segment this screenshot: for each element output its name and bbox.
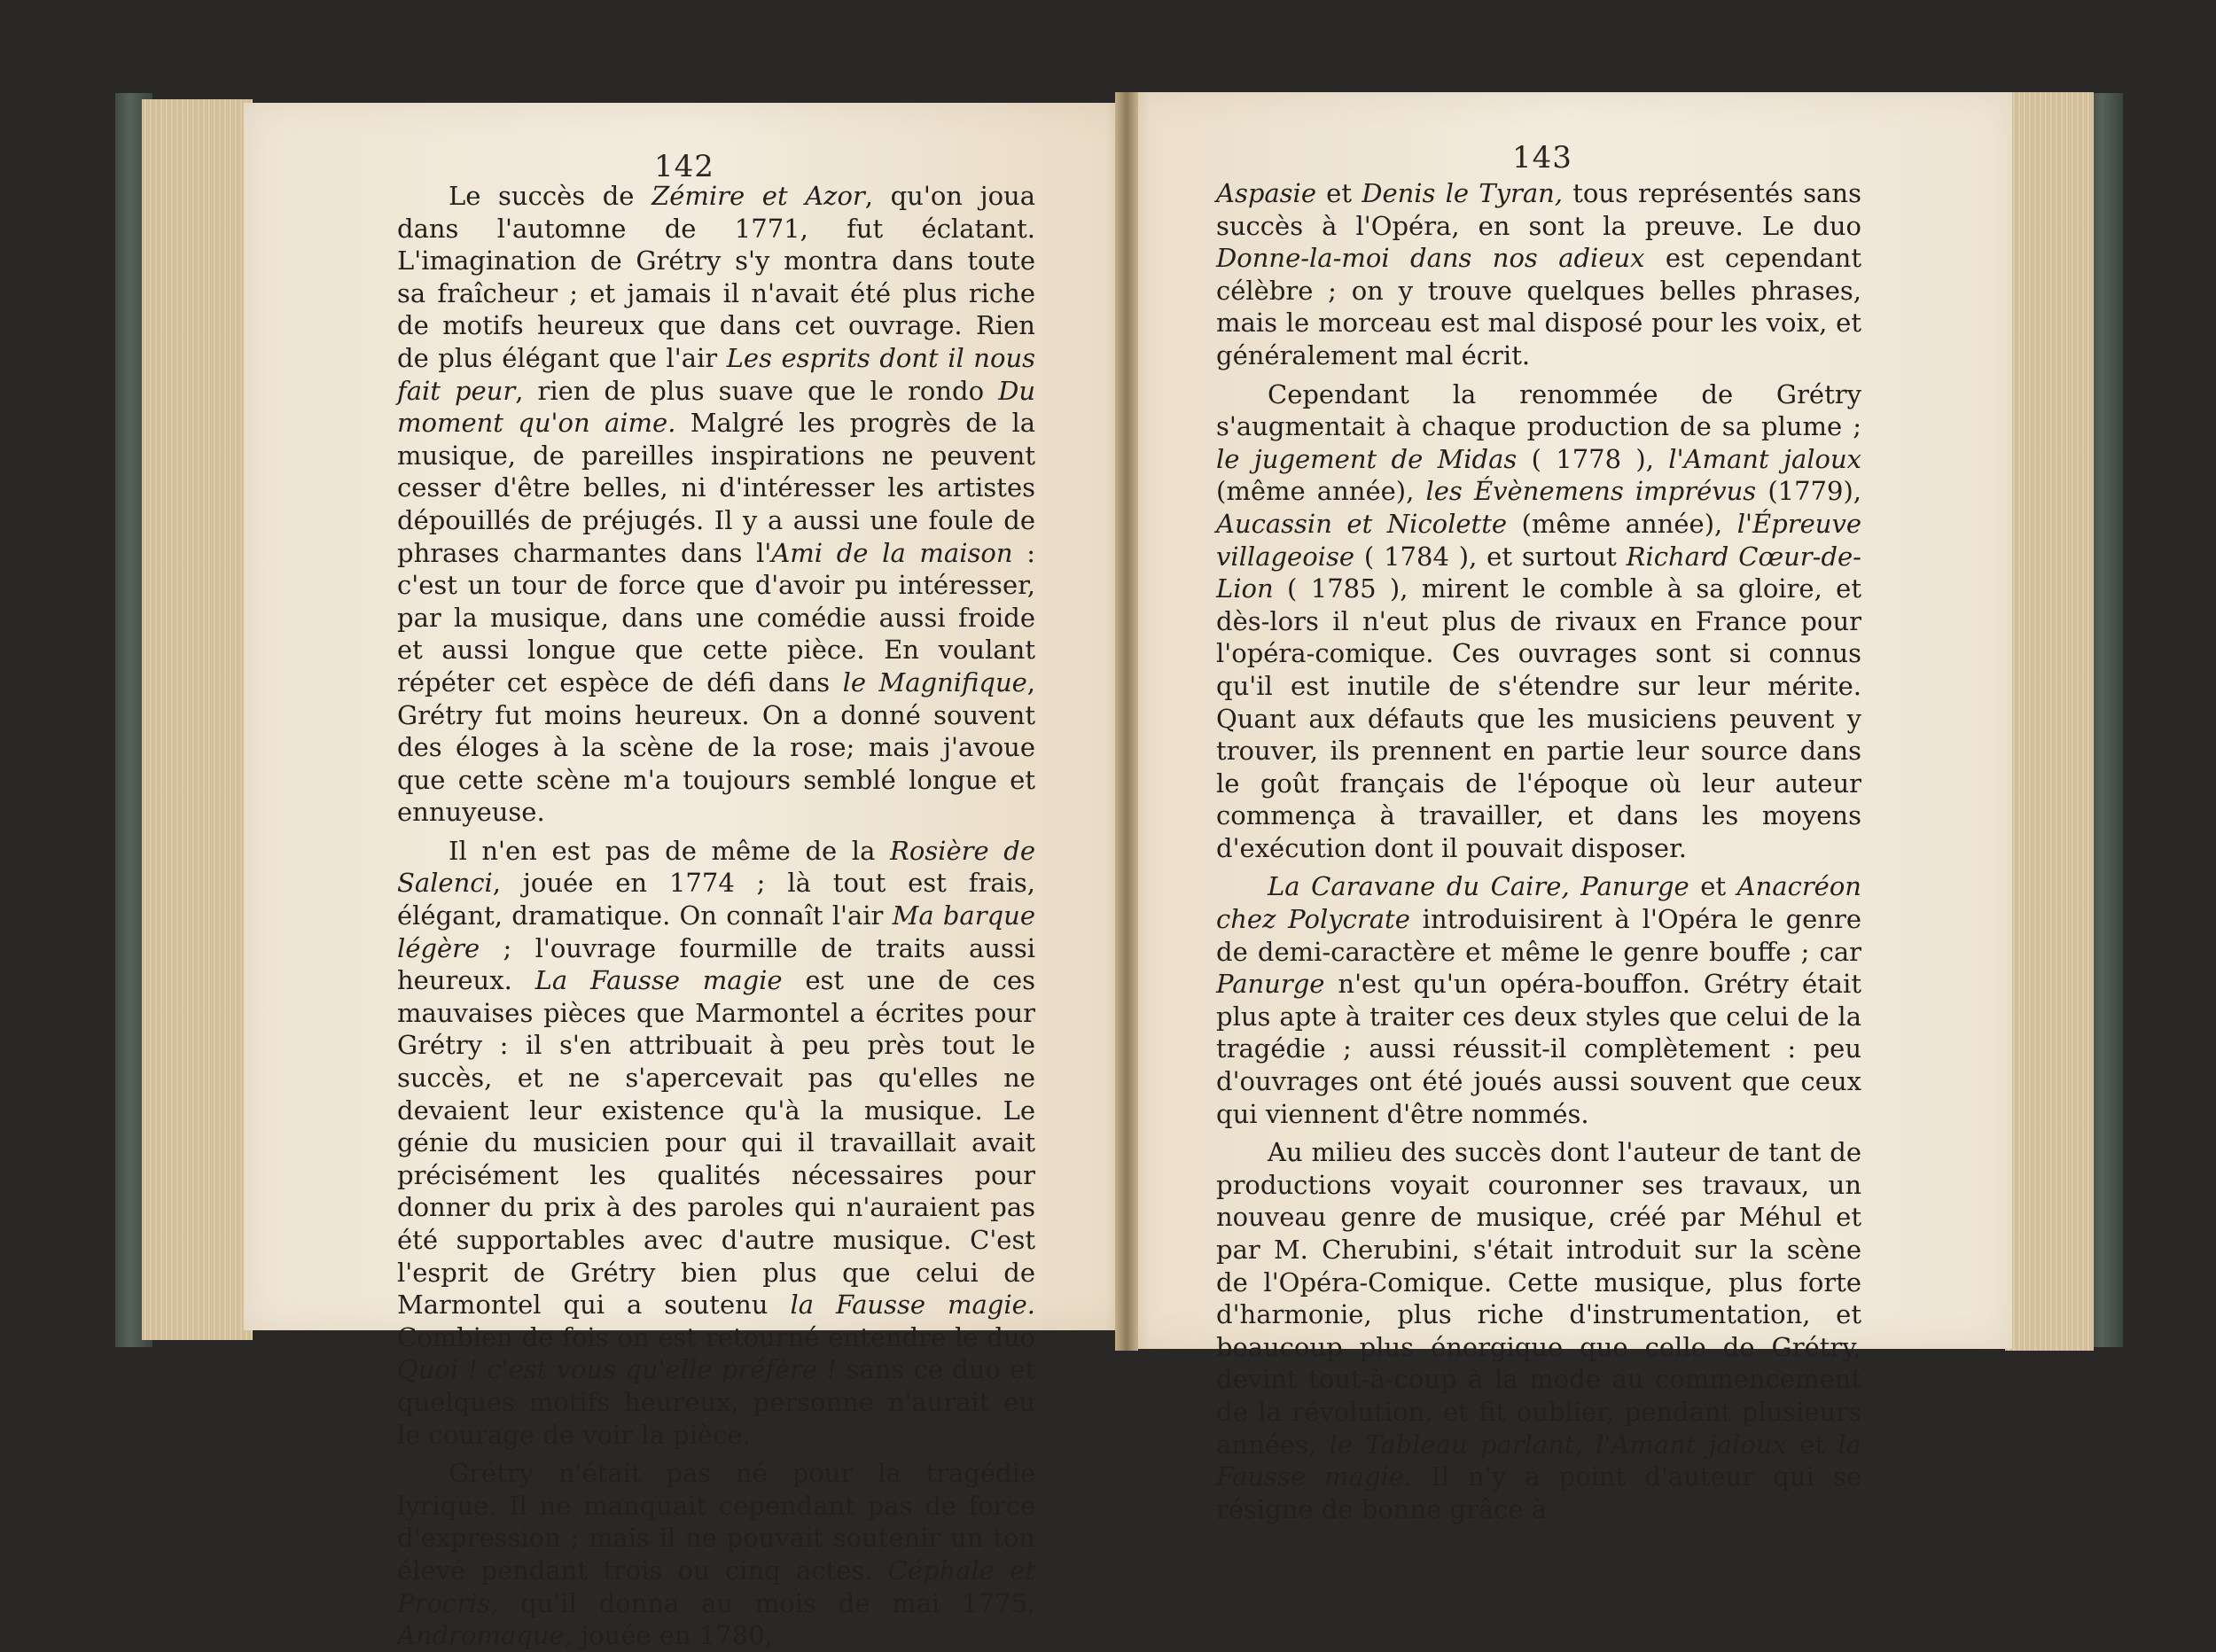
italic-title-run: Zémire et Azor: [652, 181, 865, 211]
italic-title-run: Ami de la maison: [771, 537, 1013, 568]
italic-title-run: les Évènemens imprévus: [1425, 476, 1757, 507]
text-run: (même année),: [1216, 476, 1426, 507]
italic-title-run: Ma barque légère: [397, 900, 1035, 963]
text-run: et: [1316, 178, 1362, 208]
text-run: est une de ces mauvaises pièces que Marmontel a écrites pour Grétry : il s'en attribuait à peu près tout le succès, et ne s'apercevait pas qu'elles ne devaient leur existence qu'à la musique. Le génie du musicien pour qui il travaillait avait précisément les qualités nécessaires pour donner du prix à des paroles qui n'auraient pas été supportables avec d'autre musique. C'est l'esprit de Grétry bien plus que celui de Marmontel qui a soutenu: [397, 965, 1035, 1321]
text-run: ; l'ouvrage fourmille de traits aussi heureux.: [397, 932, 1035, 996]
italic-title-run: le Tableau parlant, l'Amant jaloux: [1329, 1429, 1787, 1460]
page-block-right: [2005, 92, 2094, 1351]
italic-title-run: le jugement de Midas: [1216, 443, 1518, 474]
italic-title-run: Les esprits dont il nous fait peur: [397, 342, 1036, 406]
text-run: Combien de fois on est retourné entendre le duo: [397, 1321, 1035, 1352]
text-run: : c'est un tour de force que d'avoir pu intéresser, par la musique, dans une comédie aussi froide et aussi longue que cette pièce. En voulant répéter cet espèce de défi dans: [397, 537, 1036, 697]
italic-title-run: Donne-la-moi dans nos adieux: [1216, 243, 1645, 274]
text-run: ( 1785 ), mirent le comble à sa gloire, et dès-lors il n'eut plus de rivaux en France pour l'opéra-comique. Ces ouvrages sont si connus qu'il est inutile de s'étendre sur leur mérite. Quant aux défauts que les musiciens peuvent y trouver, ils prennent en partie leur source dans le goût français de l'époque où leur auteur commença à travailler, et dans les moyens d'exécution dont il pouvait disposer.: [1216, 573, 1861, 863]
italic-title-run: Aucassin et Nicolette: [1216, 508, 1508, 539]
text-run: Il n'y a point d'auteur qui se résigne de bonne grâce à: [1216, 1461, 1861, 1524]
text-run: Cependant la renommée de Grétry s'augmentait à chaque production de sa plume ;: [1216, 378, 1861, 442]
text-run: , rien de plus suave que le rondo: [515, 375, 999, 406]
paragraph: [397, 835, 1035, 1451]
paragraph: [1216, 177, 1861, 372]
italic-title-run: Aspasie: [1216, 178, 1316, 208]
text-run: jouée en 1780,: [572, 1620, 773, 1651]
italic-title-run: la Fausse magie.: [1216, 1429, 1861, 1492]
italic-title-run: l'Épreuve villageoise: [1216, 508, 1861, 572]
italic-title-run: La Fausse magie: [534, 965, 783, 996]
right-page-number: 143: [1512, 140, 1572, 175]
italic-title-run: Rosière de Salenci: [397, 835, 1035, 899]
text-run: (1779),: [1756, 476, 1861, 507]
text-run: ( 1778 ),: [1517, 443, 1669, 474]
text-run: qu'il donna au mois de mai 1775,: [498, 1587, 1035, 1618]
italic-title-run: l'Amant jaloux: [1668, 443, 1861, 474]
italic-title-run: Denis le Tyran,: [1362, 178, 1564, 208]
italic-title-run: Richard Cœur-de-Lion: [1216, 541, 1861, 604]
text-run: et: [1689, 871, 1737, 902]
text-run: et: [1786, 1429, 1838, 1460]
text-run: Il n'en est pas de même de la: [449, 835, 890, 866]
text-run: Malgré les progrès de la musique, de pareilles inspirations ne peuvent cesser d'être belles, ni d'intéresser les artistes dépouillés de préjugés. Il y a aussi une foule de phrases charmantes dans l': [397, 408, 1036, 568]
text-run: tous représentés sans succès à l'Opéra, en sont la preuve. Le duo: [1216, 178, 1861, 241]
text-run: n'est qu'un opéra-bouffon. Grétry était plus apte à traiter ces deux styles que celui de la tragédie ; aussi réussit-il complètement : peu d'ouvrages ont été joués aussi souvent que ceux qui viennent d'être nommés.: [1216, 969, 1861, 1129]
text-run: est cependant célèbre ; on y trouve quelques belles phrases, mais le morceau est mal disposé pour les voix, et généralement mal écrit.: [1216, 243, 1861, 370]
italic-title-run: La Caravane du Caire, Panurge: [1268, 871, 1689, 902]
text-run: Grétry n'était pas né pour la tragédie lyrique. Il ne manquait cependant pas de force d'expression ; mais il ne pouvait soutenir un ton élevé pendant trois ou cinq actes.: [397, 1458, 1035, 1586]
text-run: ( 1784 ), et surtout: [1354, 541, 1627, 572]
paragraph: [397, 180, 1035, 829]
italic-title-run: la Fausse magie.: [790, 1290, 1035, 1321]
italic-title-run: le Magnifique: [842, 666, 1027, 697]
text-run: (même année),: [1507, 508, 1737, 539]
paragraph: [1216, 1136, 1861, 1525]
italic-title-run: Anacréon chez Polycrate: [1216, 871, 1861, 935]
italic-title-run: Céphale et Procris,: [397, 1555, 1035, 1618]
italic-title-run: Andromaque,: [397, 1620, 573, 1651]
left-page-number: 142: [654, 149, 714, 184]
paragraph: [1216, 870, 1861, 1130]
italic-title-run: Panurge: [1216, 969, 1325, 1000]
text-run: Au milieu des succès dont l'auteur de tant de productions voyait couronner ses travaux, un nouveau genre de musique, créé par Méhul et par M. Cherubini, s'était introduit sur la scène de l'Opéra-Comique. Cette musique, plus forte d'harmonie, plus riche d'instrumentation, et beaucoup plus énergique que celle de Grétry, devint tout-à-coup à la mode au commencement de la révolution, et fit oublier, pendant plusieurs années,: [1216, 1137, 1861, 1460]
text-run: sans ce duo et quelques motifs heureux, personne n'aurait eu le courage de voir la pièce.: [397, 1354, 1035, 1450]
text-run: introduisirent à l'Opéra le genre de demi-caractère et même le genre bouffe ; car: [1216, 904, 1861, 967]
paragraph: [1216, 378, 1861, 865]
italic-title-run: Quoi ! c'est vous qu'elle préfère !: [397, 1354, 838, 1385]
right-page-text: [1216, 177, 1861, 1525]
text-run: Le succès de: [449, 181, 652, 211]
text-run: , qu'on joua dans l'automne de 1771, fut éclatant. L'imagination de Grétry s'y montra dans toute sa fraîcheur ; et jamais il n'avait été plus riche de motifs heureux que dans cet ouvrage. Rien de plus élégant que l'air: [397, 181, 1035, 373]
paragraph: [397, 1457, 1035, 1652]
left-page-text: [397, 180, 1035, 1652]
text-run: , Grétry fut moins heureux. On a donné souvent des éloges à la scène de la rose; mais j'avoue que cette scène m'a toujours semblé longue et ennuyeuse.: [397, 666, 1036, 828]
book-gutter: [1115, 92, 1138, 1351]
italic-title-run: Du moment qu'on aime.: [397, 375, 1035, 439]
page-block-left: [142, 99, 253, 1340]
text-run: , jouée en 1774 ; là tout est frais, élégant, dramatique. On connaît l'air: [397, 868, 1035, 931]
